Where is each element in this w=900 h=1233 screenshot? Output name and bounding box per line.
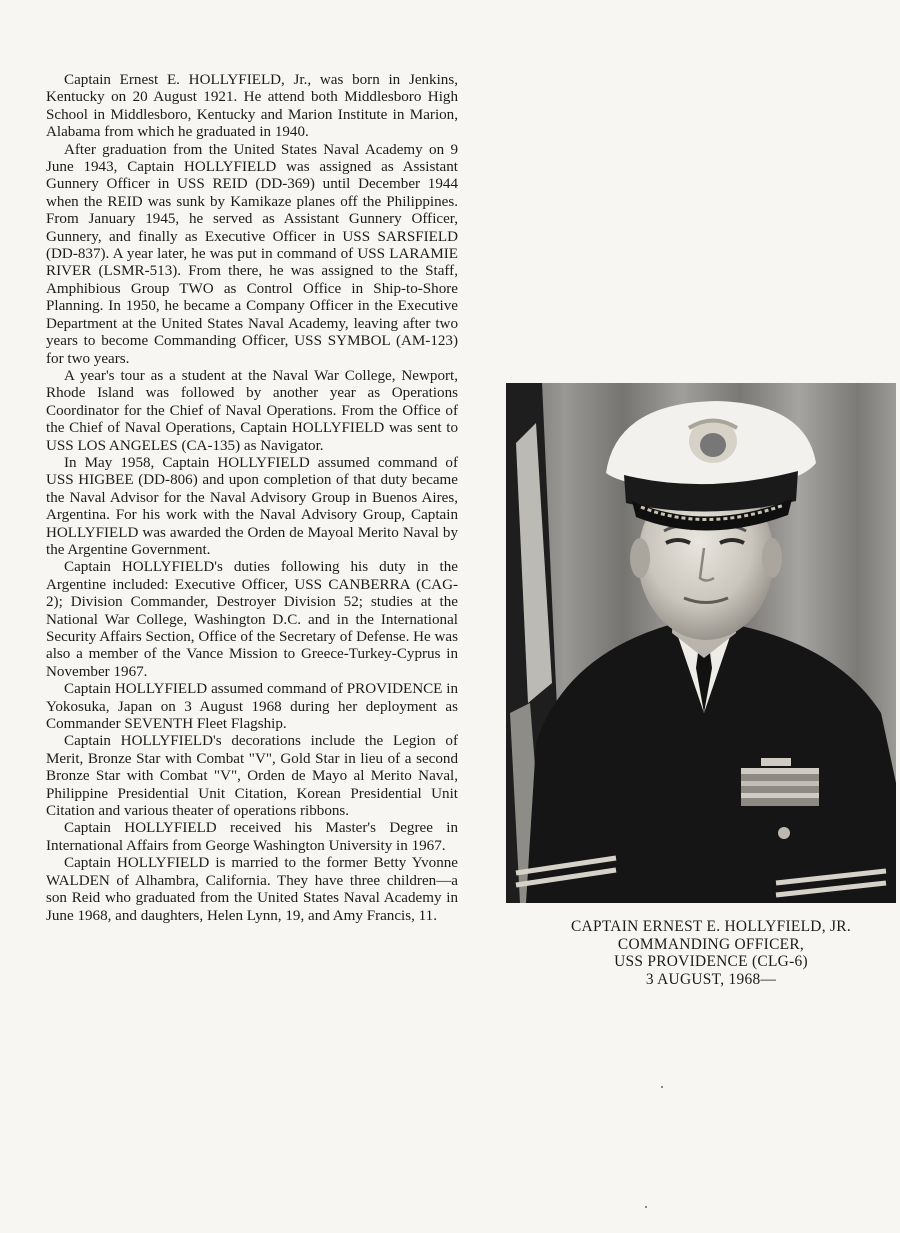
bio-paragraph-argentina: In May 1958, Captain HOLLYFIELD assumed command of USS HIGBEE (DD-806) and upon completion of that duty became the Naval Advisor for the Naval Advisory Group in Buenos Aires, Argentina. For his work with the Naval Advisory Group, Captain HOLLYFIELD was awarded the Orden de Mayoal Merito Naval by the Argentine Government.: [46, 454, 458, 558]
biography-text: [46, 72, 458, 925]
paper-speck: [645, 1206, 647, 1208]
bio-paragraph-birth: Captain Ernest E. HOLLYFIELD, Jr., was born in Jenkins, Kentucky on 20 August 1921. He attend both Middlesboro High School in Middlesboro, Kentucky and Marion Institute in Marion, Alabama from which he graduated in 1940.: [46, 72, 458, 141]
bio-paragraph-education: Captain HOLLYFIELD received his Master's Degree in International Affairs from George Washington University in 1967.: [46, 820, 458, 854]
portrait-caption: [516, 918, 900, 988]
caption-title: COMMANDING OFFICER,: [617, 935, 805, 953]
bio-paragraph-war-college: A year's tour as a student at the Naval War College, Newport, Rhode Island was followed by another year as Operations Coordinator for the Chief of Naval Operations. From the Office of the Chief of Naval Operations, Captain HOLLYFIELD was sent to USS LOS ANGELES (CA-135) as Navigator.: [46, 367, 458, 454]
caption-ship: USS PROVIDENCE (CLG-6): [614, 953, 808, 970]
portrait-illustration: [506, 383, 896, 903]
bio-paragraph-decorations: Captain HOLLYFIELD's decorations include the Legion of Merit, Bronze Star with Combat "V", Gold Star in lieu of a second Bronze Star with Combat "V", Orden de Mayo al Merito Naval, Philippine Presidential Unit Citation, Korean Presidential Unit Citation and various theater of operations ribbons.: [46, 733, 458, 820]
bio-paragraph-providence-command: Captain HOLLYFIELD assumed command of PROVIDENCE in Yokosuka, Japan on 3 August 1968 during her deployment as Commander SEVENTH Fleet Flagship.: [46, 681, 458, 733]
bio-paragraph-early-career: After graduation from the United States Naval Academy on 9 June 1943, Captain HOLLYFIELD was assigned as Assistant Gunnery Officer in USS REID (DD-369) until December 1944 when the REID was sunk by Kamikaze planes off the Philippines. From January 1945, he served as Assistant Gunnery Officer, Gunnery, and finally as Executive Officer in USS SARSFIELD (DD-837). A year later, he was put in command of USS LARAMIE RIVER (LSMR-513). From there, he was assigned to the Staff, Amphibious Group TWO as Control Office in Ship-to-Shore Planning. In 1950, he became a Company Officer in the Executive Department at the United States Naval Academy, leaving after two years to become Commanding Officer, USS SYMBOL (AM-123) for two years.: [46, 141, 458, 367]
captain-portrait-photo: [506, 383, 896, 903]
bio-paragraph-later-duties: Captain HOLLYFIELD's duties following his duty in the Argentine included: Executive Officer, USS CANBERRA (CAG-2); Division Commander, Destroyer Division 52; studies at the National War College, Washington D.C. and in the International Security Affairs Section, Office of the Secretary of Defense. He was also a member of the Vance Mission to Greece-Turkey-Cyprus in November 1967.: [46, 559, 458, 680]
bio-paragraph-family: Captain HOLLYFIELD is married to the former Betty Yvonne WALDEN of Alhambra, California. They have three children—a son Reid who graduated from the United States Naval Academy in June 1968, and daughters, Helen Lynn, 19, and Amy Francis, 11.: [46, 855, 458, 924]
paper-speck: [661, 1086, 663, 1088]
caption-name: CAPTAIN ERNEST E. HOLLYFIELD, JR.: [570, 918, 852, 935]
caption-date: 3 AUGUST, 1968—: [645, 970, 777, 988]
